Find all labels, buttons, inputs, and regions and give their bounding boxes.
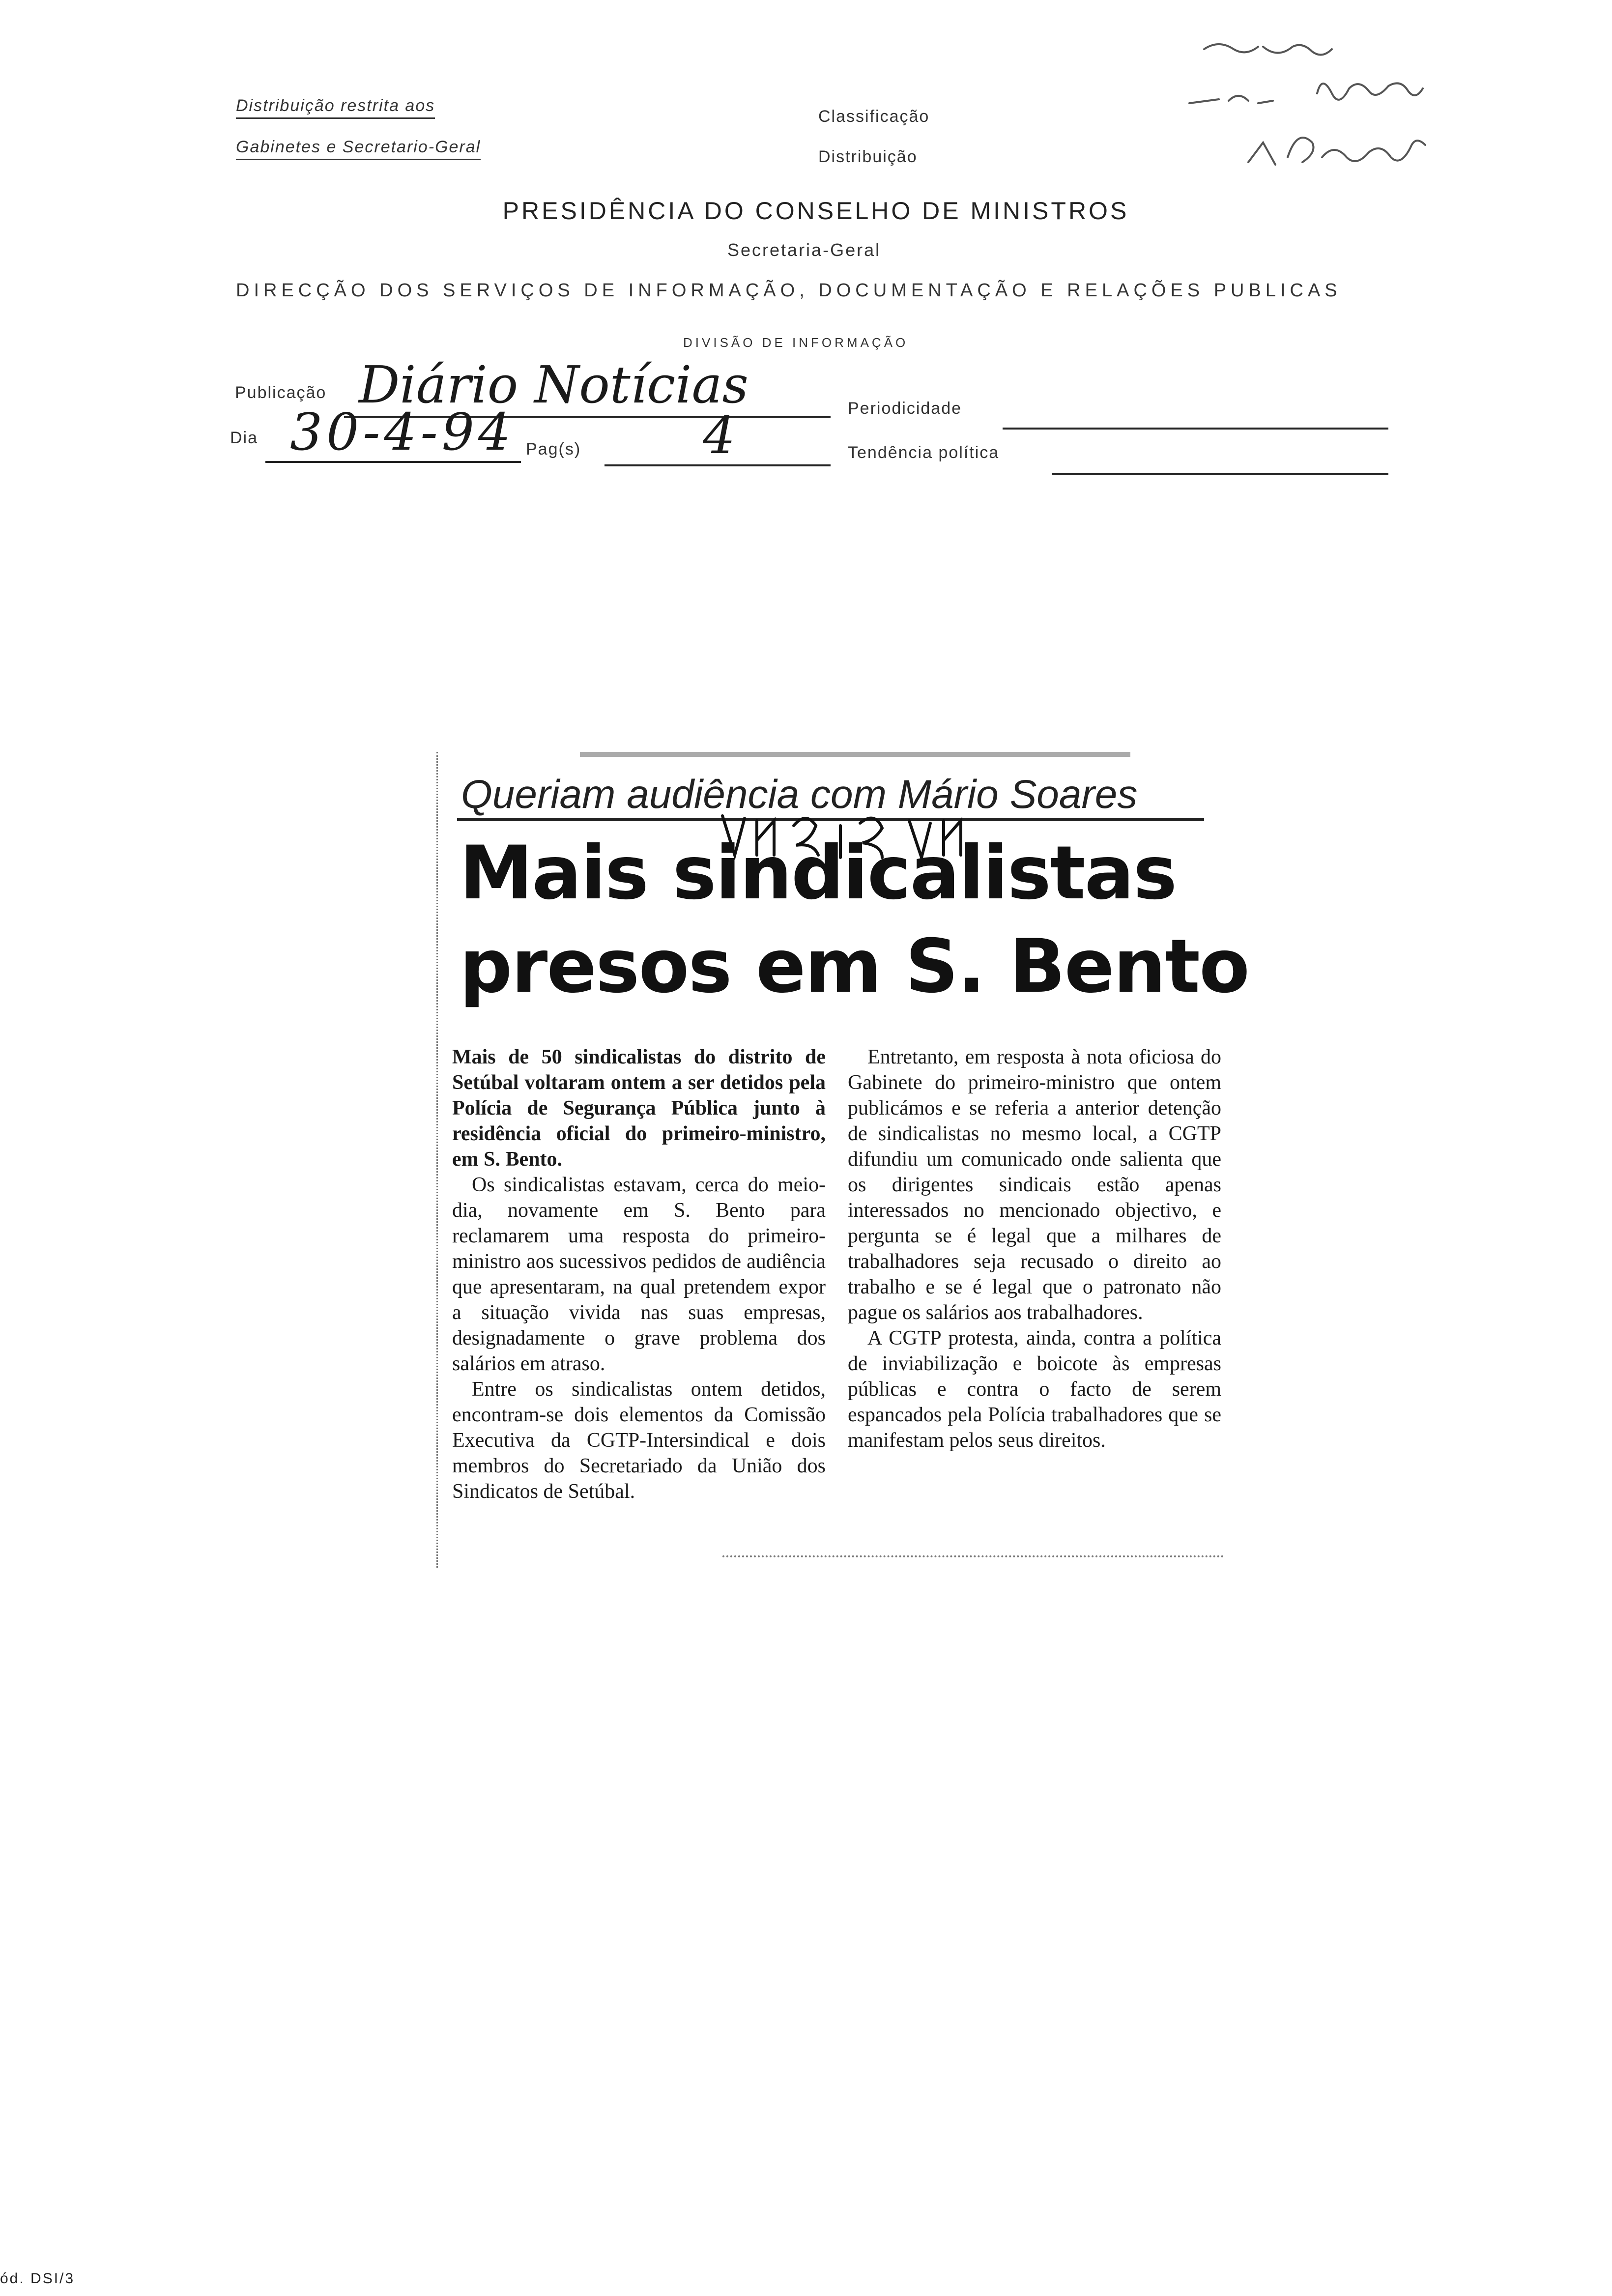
form-code: ód. DSI/3	[0, 2270, 75, 2287]
dia-handwritten: 30-4-94	[290, 402, 515, 462]
article-right-column	[848, 1044, 1221, 1453]
article-paragraph: A CGTP protesta, ainda, contra a política de inviabilização e boicote às empresas públicas e contra o facto de serem espancados pela Polícia trabalhadores que se manifestam pelos seus direitos.	[848, 1327, 1221, 1452]
tendencia-label: Tendência política	[848, 443, 1000, 462]
headline-line-1: Mais sindicalistas	[460, 831, 1177, 916]
pags-handwritten: 4	[703, 405, 736, 465]
distribuicao-label: Distribuição	[818, 147, 918, 166]
page-subtitle: Secretaria-Geral	[727, 240, 881, 260]
article-left-column	[452, 1044, 826, 1504]
article-paragraph: Os sindicalistas estavam, cerca do meio-dia, novamente em S. Bento para reclamarem uma resposta do primeiro-ministro aos sucessivos pedidos de audiência que apresentaram, na qual pretendem expor a situação vivida nas suas empresas, designadamente o grave problema dos salários em atraso.	[452, 1174, 826, 1375]
publicacao-label: Publicação	[235, 383, 327, 402]
dia-label: Dia	[230, 429, 259, 447]
page-title: PRESIDÊNCIA DO CONSELHO DE MINISTROS	[502, 197, 1129, 225]
classificacao-label: Classificação	[818, 107, 930, 126]
periodicidade-label: Periodicidade	[848, 399, 962, 418]
publicacao-handwritten: Diário Notícias	[359, 355, 748, 415]
article-paragraph: Mais de 50 sindicalistas do distrito de Setúbal voltaram ontem a ser detidos pela Polícia de Segurança Pública junto à residência oficial do primeiro-ministro, em S. Bento.	[452, 1046, 826, 1171]
clipping-left-edge	[436, 752, 438, 1568]
pags-label: Pag(s)	[526, 440, 581, 459]
tendencia-field-line	[1052, 473, 1388, 475]
clipping-bottom-edge	[722, 1555, 1224, 1557]
handwritten-note	[1160, 20, 1494, 187]
newspaper-clipping	[432, 752, 1249, 1641]
article-paragraph: Entre os sindicalistas ontem detidos, encontram-se dois elementos da Comissão Executiva da CGTP-Intersindical e dois membros do Secretariado da União dos Sindicatos de Setúbal.	[452, 1378, 826, 1503]
periodicidade-field-line	[1003, 428, 1388, 430]
department-line: DIRECÇÃO DOS SERVIÇOS DE INFORMAÇÃO, DOCUMENTAÇÃO E RELAÇÕES PUBLICAS	[236, 280, 1342, 301]
headline-line-2: presos em S. Bento	[460, 924, 1249, 1009]
article-paragraph: Entretanto, em resposta à nota oficiosa do Gabinete do primeiro-ministro que ontem publicámos e se referia a anterior detenção de sindicalistas no mesmo local, a CGTP difundiu um comunicado onde salienta que os dirigentes sindicais estão apenas interessados no mencionado objectivo, e pergunta se é legal que a milhares de trabalhadores seja recusado o direito ao trabalho e se é legal que o patronato não pague os salários aos trabalhadores.	[848, 1046, 1221, 1324]
clipping-kicker: Queriam audiência com Mário Soares	[461, 772, 1138, 817]
clipping-top-edge	[580, 752, 1130, 757]
distribution-line-1: Distribuição restrita aos	[236, 96, 435, 119]
distribution-line-2: Gabinetes e Secretario-Geral	[236, 138, 481, 160]
division-line: DIVISÃO DE INFORMAÇÃO	[683, 335, 909, 350]
